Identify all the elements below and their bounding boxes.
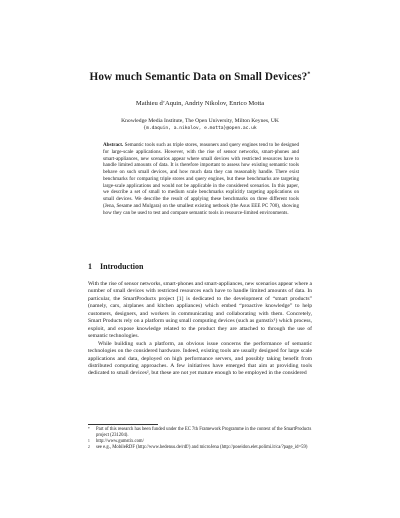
affiliation: Knowledge Media Institute, The Open University, Milton Keynes, UK bbox=[121, 118, 279, 124]
author-emails: {m.daquin, a.nikolov, e.motta}@open.ac.uk bbox=[143, 126, 257, 131]
title-text: How much Semantic Data on Small Devices? bbox=[89, 71, 308, 83]
affiliation-block bbox=[0, 117, 400, 133]
footnote-text: see e.g., MobileRDF (http://www.hedenus.de/rdf/) and microJena (http://poseidon.elet.polimi.it/ca/?page_id=59) bbox=[96, 445, 308, 451]
footnote-rule bbox=[88, 424, 158, 425]
footnote bbox=[88, 445, 312, 451]
paragraph: With the rise of sensor networks, smart-phones and smart-appliances, new scenarios appear where a number of small devices with restricted resources each have to handle limited amounts of data. In particular, the SmartProducts project [1] is dedicated to the development of “smart products” (namely, cars, airplanes and kitchen appliances) which embed “proactive knowledge” to help customers, designers, and workers in communicating and collaborating with them. Concretely, Smart Products rely on a platform using small computing devices (such as gumstix¹) which process, exploit, and expose knowledge related to the product they are attached to through the use of semantic technologies. bbox=[88, 281, 312, 340]
footnote-mark: * bbox=[88, 427, 90, 431]
footnote-text: Part of this research has been funded under the EC 7th Framework Programme in the context of the SmartProducts project (231204). bbox=[96, 427, 312, 439]
author-list: Mathieu d’Aquin, Andriy Nikolov, Enrico Motta bbox=[135, 100, 265, 107]
section-number: 1 bbox=[88, 262, 92, 271]
footnote-link[interactable]: http://www.gumstix.com/ bbox=[96, 439, 144, 445]
abstract-text: Semantic tools such as triple stores, reasoners and query engines tend to be designed for large-scale applications. However, with the rise of sensor networks, smart-phones and smart-appliances, new scenarios appear where small devices with restricted resources have to handle limited amounts of data. It is therefore important to assess how existing semantic tools behave on such small devices, and how much data they can reasonably handle. There exist benchmarks for comparing triple stores and query engines, but these benchmarks are targeting large-scale applications and would not be applicable in the considered scenarios. In this paper, we describe a set of small to medium scale benchmarks explicitly targeting applications on small devices. We describe the result of applying these benchmarks on three different tools (Jena, Sesame and Mulgara) on the smallest existing netbook (the Asus EEE PC 700), showing how they can be used to test and compare semantic tools in resource-limited environments. bbox=[103, 142, 299, 216]
footnote-mark: 1 bbox=[88, 439, 90, 444]
footnotes bbox=[88, 427, 312, 451]
abstract bbox=[103, 142, 299, 216]
abstract-label: Abstract. bbox=[103, 142, 124, 148]
section-title: Introduction bbox=[100, 262, 144, 271]
paper-title bbox=[0, 71, 400, 83]
section-body bbox=[88, 281, 312, 378]
title-footnote-mark: * bbox=[307, 71, 311, 78]
section-heading bbox=[88, 262, 143, 271]
footnote-mark: 2 bbox=[88, 445, 90, 450]
paragraph: While building such a platform, an obvious issue concerns the performance of semantic technologies on the considered hardware. Indeed, existing tools are usually designed for large scale applications and data, deployed on high performance servers, and possibly taking benefit from distributed computing approaches. A few initiatives have emerged that aim at providing tools dedicated to small devices², but these are not yet mature enough to be employed in the considered bbox=[88, 340, 312, 377]
footnote bbox=[88, 427, 312, 439]
